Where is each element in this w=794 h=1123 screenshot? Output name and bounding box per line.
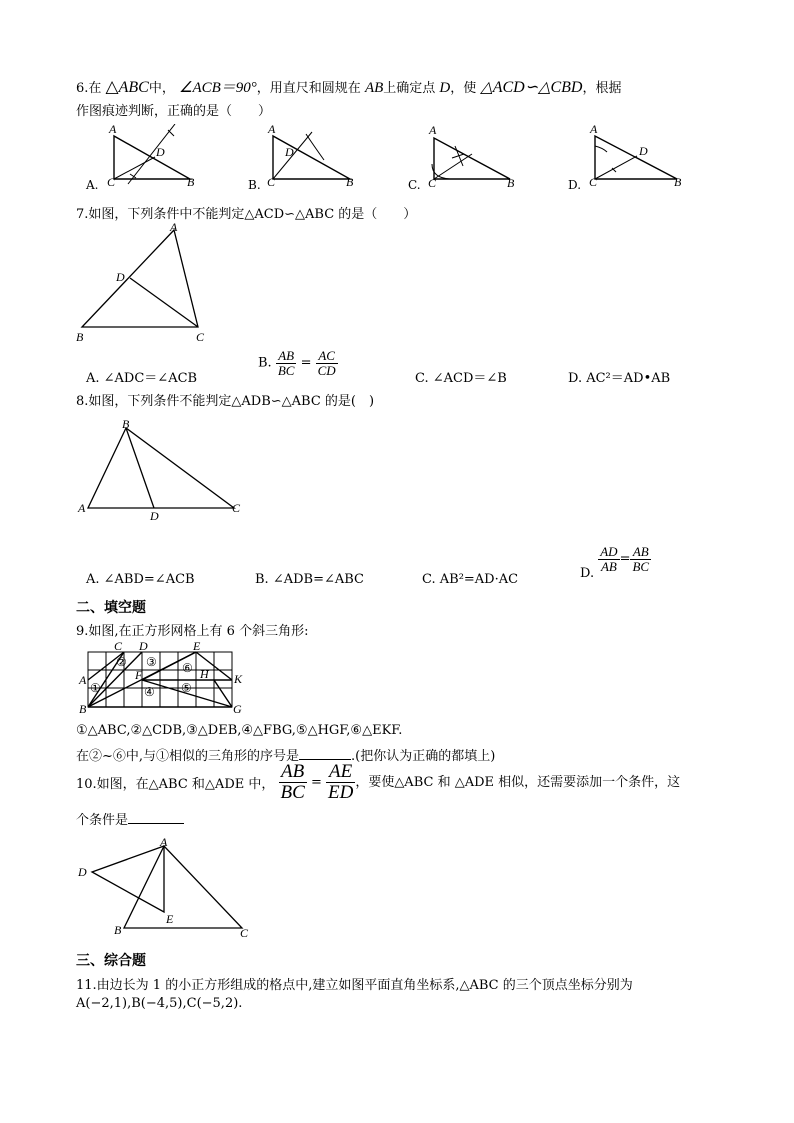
q10-stem [76, 762, 680, 803]
q6-ab: AB [364, 80, 384, 96]
q7-option-a: A. ∠ADC＝∠ACB [86, 371, 198, 386]
denominator: CD [317, 362, 336, 378]
label-h: H [200, 667, 209, 681]
q7-stem: 7.如图，下列条件中不能判定△ACD∽△ABC 的是（ ） [76, 207, 417, 222]
triangle-symbol: △ [105, 77, 119, 97]
q6-stem-line1 [76, 76, 621, 97]
label-c: C [107, 175, 116, 189]
q6-figure-c [408, 124, 515, 192]
q6-suffix: ，根据 [582, 81, 622, 96]
label-b: B [674, 175, 682, 189]
arc-mark [595, 146, 616, 172]
label-b: B [346, 175, 354, 189]
q10-line2 [76, 809, 184, 828]
q6-mid1: 中， [148, 81, 175, 96]
q6-mid2: ，用直尺和圆规在 [256, 81, 361, 96]
denominator: AB [600, 558, 617, 574]
label-c: C [589, 175, 598, 189]
denominator: BC [280, 781, 305, 803]
label-e: E [193, 640, 201, 653]
numerator: AB [276, 349, 297, 364]
q6-option-b: B. [248, 178, 261, 192]
q11-line1: 11.由边长为 1 的小正方形组成的格点中,建立如图平面直角坐标系,△ABC 的三个顶点坐标分别为 [76, 978, 633, 993]
label-d: D [285, 145, 294, 159]
equals: = [300, 355, 312, 371]
q7-option-d: D. AC²＝AD•AB [568, 371, 671, 386]
q7-option-b [258, 349, 338, 377]
q8-option-d [580, 544, 651, 581]
q10-figure [74, 834, 264, 944]
label-a: A [160, 835, 168, 849]
label-b: B [187, 175, 195, 189]
q6-figure-a [85, 124, 195, 192]
fraction [630, 545, 651, 573]
q6-sim: △ACD∽△CBD [480, 79, 583, 96]
region-label-1: ① [90, 681, 101, 695]
triangle-abc [82, 230, 198, 327]
label-a: A [429, 124, 437, 137]
q7-figure [70, 220, 220, 345]
numerator: AC [316, 349, 338, 364]
q8-option-d-prefix: D. [580, 565, 595, 581]
q6-option-a: A. [86, 178, 99, 192]
region-label-4: ④ [144, 685, 155, 699]
label-c: C [267, 175, 276, 189]
q9-ask-pre: 在②~⑥中,与①相似的三角形的序号是 [76, 749, 300, 764]
label-c: C [240, 926, 249, 940]
label-d: D [156, 145, 165, 159]
fraction [598, 545, 619, 573]
label-b: B [507, 176, 515, 190]
q6-figures [80, 124, 720, 194]
q6-abc: ABC [118, 79, 149, 96]
fraction [326, 762, 355, 803]
label-b: B [114, 923, 122, 937]
q6-prefix: 6.在 [76, 81, 102, 96]
label-d: D [639, 144, 648, 158]
label-c: C [232, 501, 241, 515]
q6-option-c: C. [408, 178, 421, 192]
denominator: ED [327, 781, 354, 803]
label-a: A [170, 220, 178, 234]
q9-grid-figure [76, 640, 246, 716]
label-a: A [590, 124, 598, 136]
label-e: E [166, 912, 174, 926]
label-d: D [78, 865, 87, 879]
q6-option-d: D. [568, 178, 582, 192]
q6-mid3: 上确定点 [383, 81, 436, 96]
label-c: C [196, 330, 205, 344]
region-label-5: ⑤ [181, 681, 192, 695]
q9-triangle-list: ①△ABC,②△CDB,③△DEB,④△FBG,⑤△HGF,⑥△EKF. [76, 723, 403, 738]
denominator: BC [277, 362, 295, 378]
numerator: AB [279, 762, 307, 783]
label-d: D [116, 270, 125, 284]
q8-option-a: A. ∠ABD=∠ACB [86, 572, 195, 587]
fraction [316, 349, 338, 377]
label-d: D [139, 640, 148, 653]
q8-option-b: B. ∠ADB=∠ABC [255, 572, 364, 587]
equals: = [619, 551, 631, 567]
label-k: K [234, 672, 243, 686]
label-b: B [76, 330, 84, 344]
numerator: AB [630, 545, 651, 560]
label-g: G [233, 702, 242, 716]
q7-option-b-prefix: B. [258, 355, 272, 371]
triangle-abc [88, 428, 234, 508]
q6-stem-line2: 作图痕迹判断，正确的是（ ） [76, 104, 272, 119]
region-label-2: ② [116, 655, 127, 669]
q8-option-c: C. AB²=AD·AC [422, 572, 519, 587]
label-a: A [79, 673, 87, 687]
q10-line2-text: 个条件是 [76, 813, 129, 828]
answer-blank[interactable] [299, 759, 351, 760]
label-f: F [135, 668, 143, 682]
label-b: B [122, 417, 130, 431]
label-a: A [268, 124, 276, 136]
q6-d: D [439, 80, 451, 96]
q7-option-c: C. ∠ACD＝∠B [415, 371, 507, 386]
q11-line2: A(−2,1),B(−4,5),C(−5,2). [76, 996, 243, 1011]
label-a: A [78, 501, 86, 515]
answer-blank[interactable] [128, 823, 184, 824]
segment-bd [126, 428, 154, 508]
equals: = [310, 774, 322, 790]
q6-angle: ∠ACB＝90° [179, 80, 257, 96]
q6-figure-b [248, 124, 354, 192]
q9-stem: 9.如图,在正方形网格上有 6 个斜三角形: [76, 624, 309, 639]
section-title-fill-in: 二、填空题 [76, 600, 146, 616]
section-title-comprehensive: 三、综合题 [76, 953, 146, 969]
fraction [279, 762, 307, 803]
q8-figure [74, 416, 254, 526]
label-a: A [109, 124, 117, 136]
fraction [276, 349, 297, 377]
segment-cd [595, 156, 637, 179]
label-c: C [428, 176, 437, 190]
construction-line [128, 124, 175, 184]
numerator: AE [326, 762, 355, 783]
triangle-ade [92, 846, 164, 912]
q10-pre: 10.如图，在△ABC 和△ADE 中， [76, 776, 275, 792]
region-label-6: ⑥ [182, 661, 193, 675]
q10-post: ，要使△ABC 和 △ADE 相似，还需要添加一个条件，这 [355, 774, 681, 790]
denominator: BC [632, 558, 650, 574]
q9-ask-post: .(把你认为正确的都填上) [351, 749, 496, 764]
q8-stem: 8.如图，下列条件不能判定△ADB∽△ABC 的是( ) [76, 394, 375, 409]
label-b: B [79, 702, 87, 716]
q6-mid4: ，使 [450, 81, 477, 96]
triangle-shape [434, 138, 510, 179]
label-d: D [150, 509, 159, 523]
label-c: C [114, 640, 123, 653]
numerator: AD [600, 544, 618, 559]
q6-figure-d [568, 124, 682, 192]
triangle-abc [124, 846, 242, 928]
region-label-3: ③ [146, 655, 157, 669]
